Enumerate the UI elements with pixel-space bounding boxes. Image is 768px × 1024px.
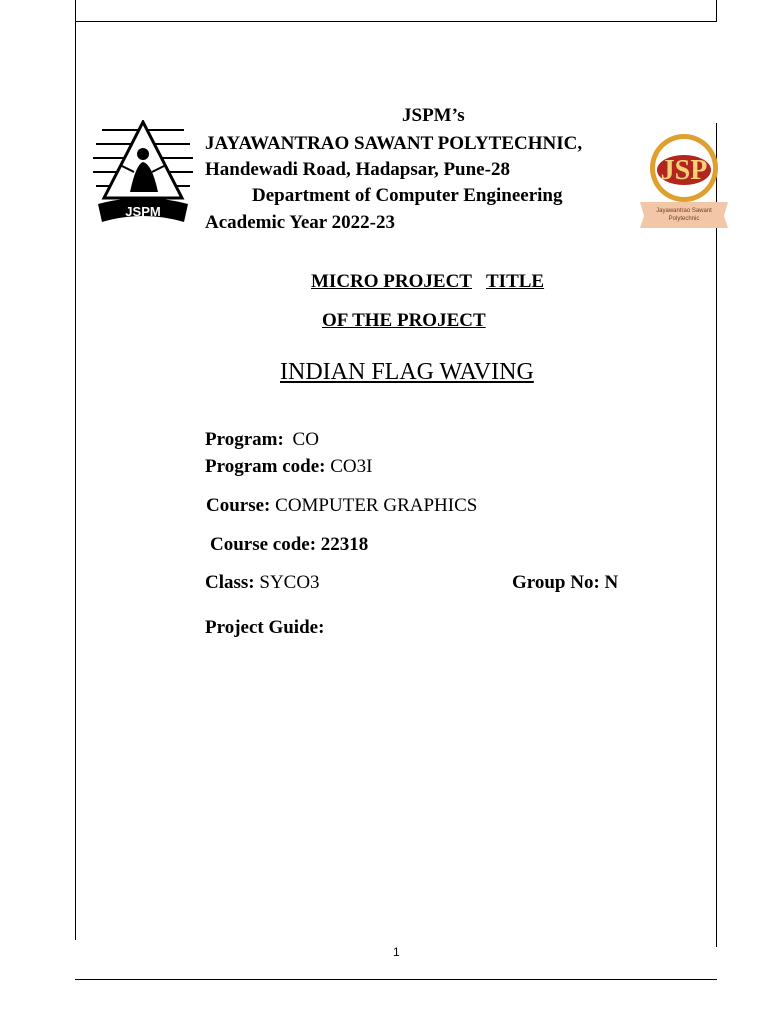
- right-border-line: [716, 123, 717, 947]
- title-label: TITLE: [486, 271, 545, 292]
- course-row: [206, 495, 477, 517]
- bottom-border-line: [75, 979, 717, 980]
- course-value: COMPUTER GRAPHICS: [275, 495, 478, 516]
- group-number: Group No: N: [512, 572, 619, 593]
- of-the-project-label: OF THE PROJECT: [322, 310, 486, 331]
- right-border-top: [716, 0, 717, 22]
- project-title: INDIAN FLAG WAVING: [280, 359, 534, 385]
- jspm-logo-text: JSPM: [125, 204, 161, 219]
- jsp-logo-text: JSP: [660, 155, 708, 186]
- class-row: [205, 572, 320, 594]
- jsp-logo-caption-2: Polytechnic: [668, 216, 700, 222]
- left-border-top: [75, 0, 76, 22]
- course-code: Course code: 22318: [210, 534, 369, 555]
- jsp-logo: [638, 132, 730, 232]
- program-code-label: Program code:: [205, 456, 326, 477]
- jsp-logo-caption-1: Jayawantrao Sawant: [656, 208, 712, 214]
- left-border-line: [75, 22, 76, 940]
- college-address: Handewadi Road, Hadapsar, Pune-28: [205, 159, 510, 180]
- college-name: JAYAWANTRAO SAWANT POLYTECHNIC,: [205, 133, 583, 154]
- jspm-logo: [92, 120, 194, 230]
- top-border-line: [75, 21, 717, 22]
- program-code-row: [205, 456, 372, 478]
- course-label: Course:: [206, 495, 271, 516]
- page-number: 1: [393, 945, 400, 959]
- org-short-name: JSPM’s: [402, 105, 465, 126]
- program-row: [205, 429, 319, 451]
- jspm-logo-graphic: [92, 120, 194, 230]
- academic-year: Academic Year 2022-23: [205, 212, 395, 233]
- program-value: CO: [292, 429, 319, 450]
- project-guide-label: Project Guide:: [205, 617, 325, 638]
- program-code-value: CO3I: [330, 456, 373, 477]
- class-label: Class:: [205, 572, 255, 593]
- jsp-logo-graphic: [638, 132, 730, 232]
- department-name: Department of Computer Engineering: [252, 185, 563, 206]
- program-label: Program:: [205, 429, 284, 450]
- class-value: SYCO3: [259, 572, 320, 593]
- micro-project-label: MICRO PROJECT: [311, 271, 472, 292]
